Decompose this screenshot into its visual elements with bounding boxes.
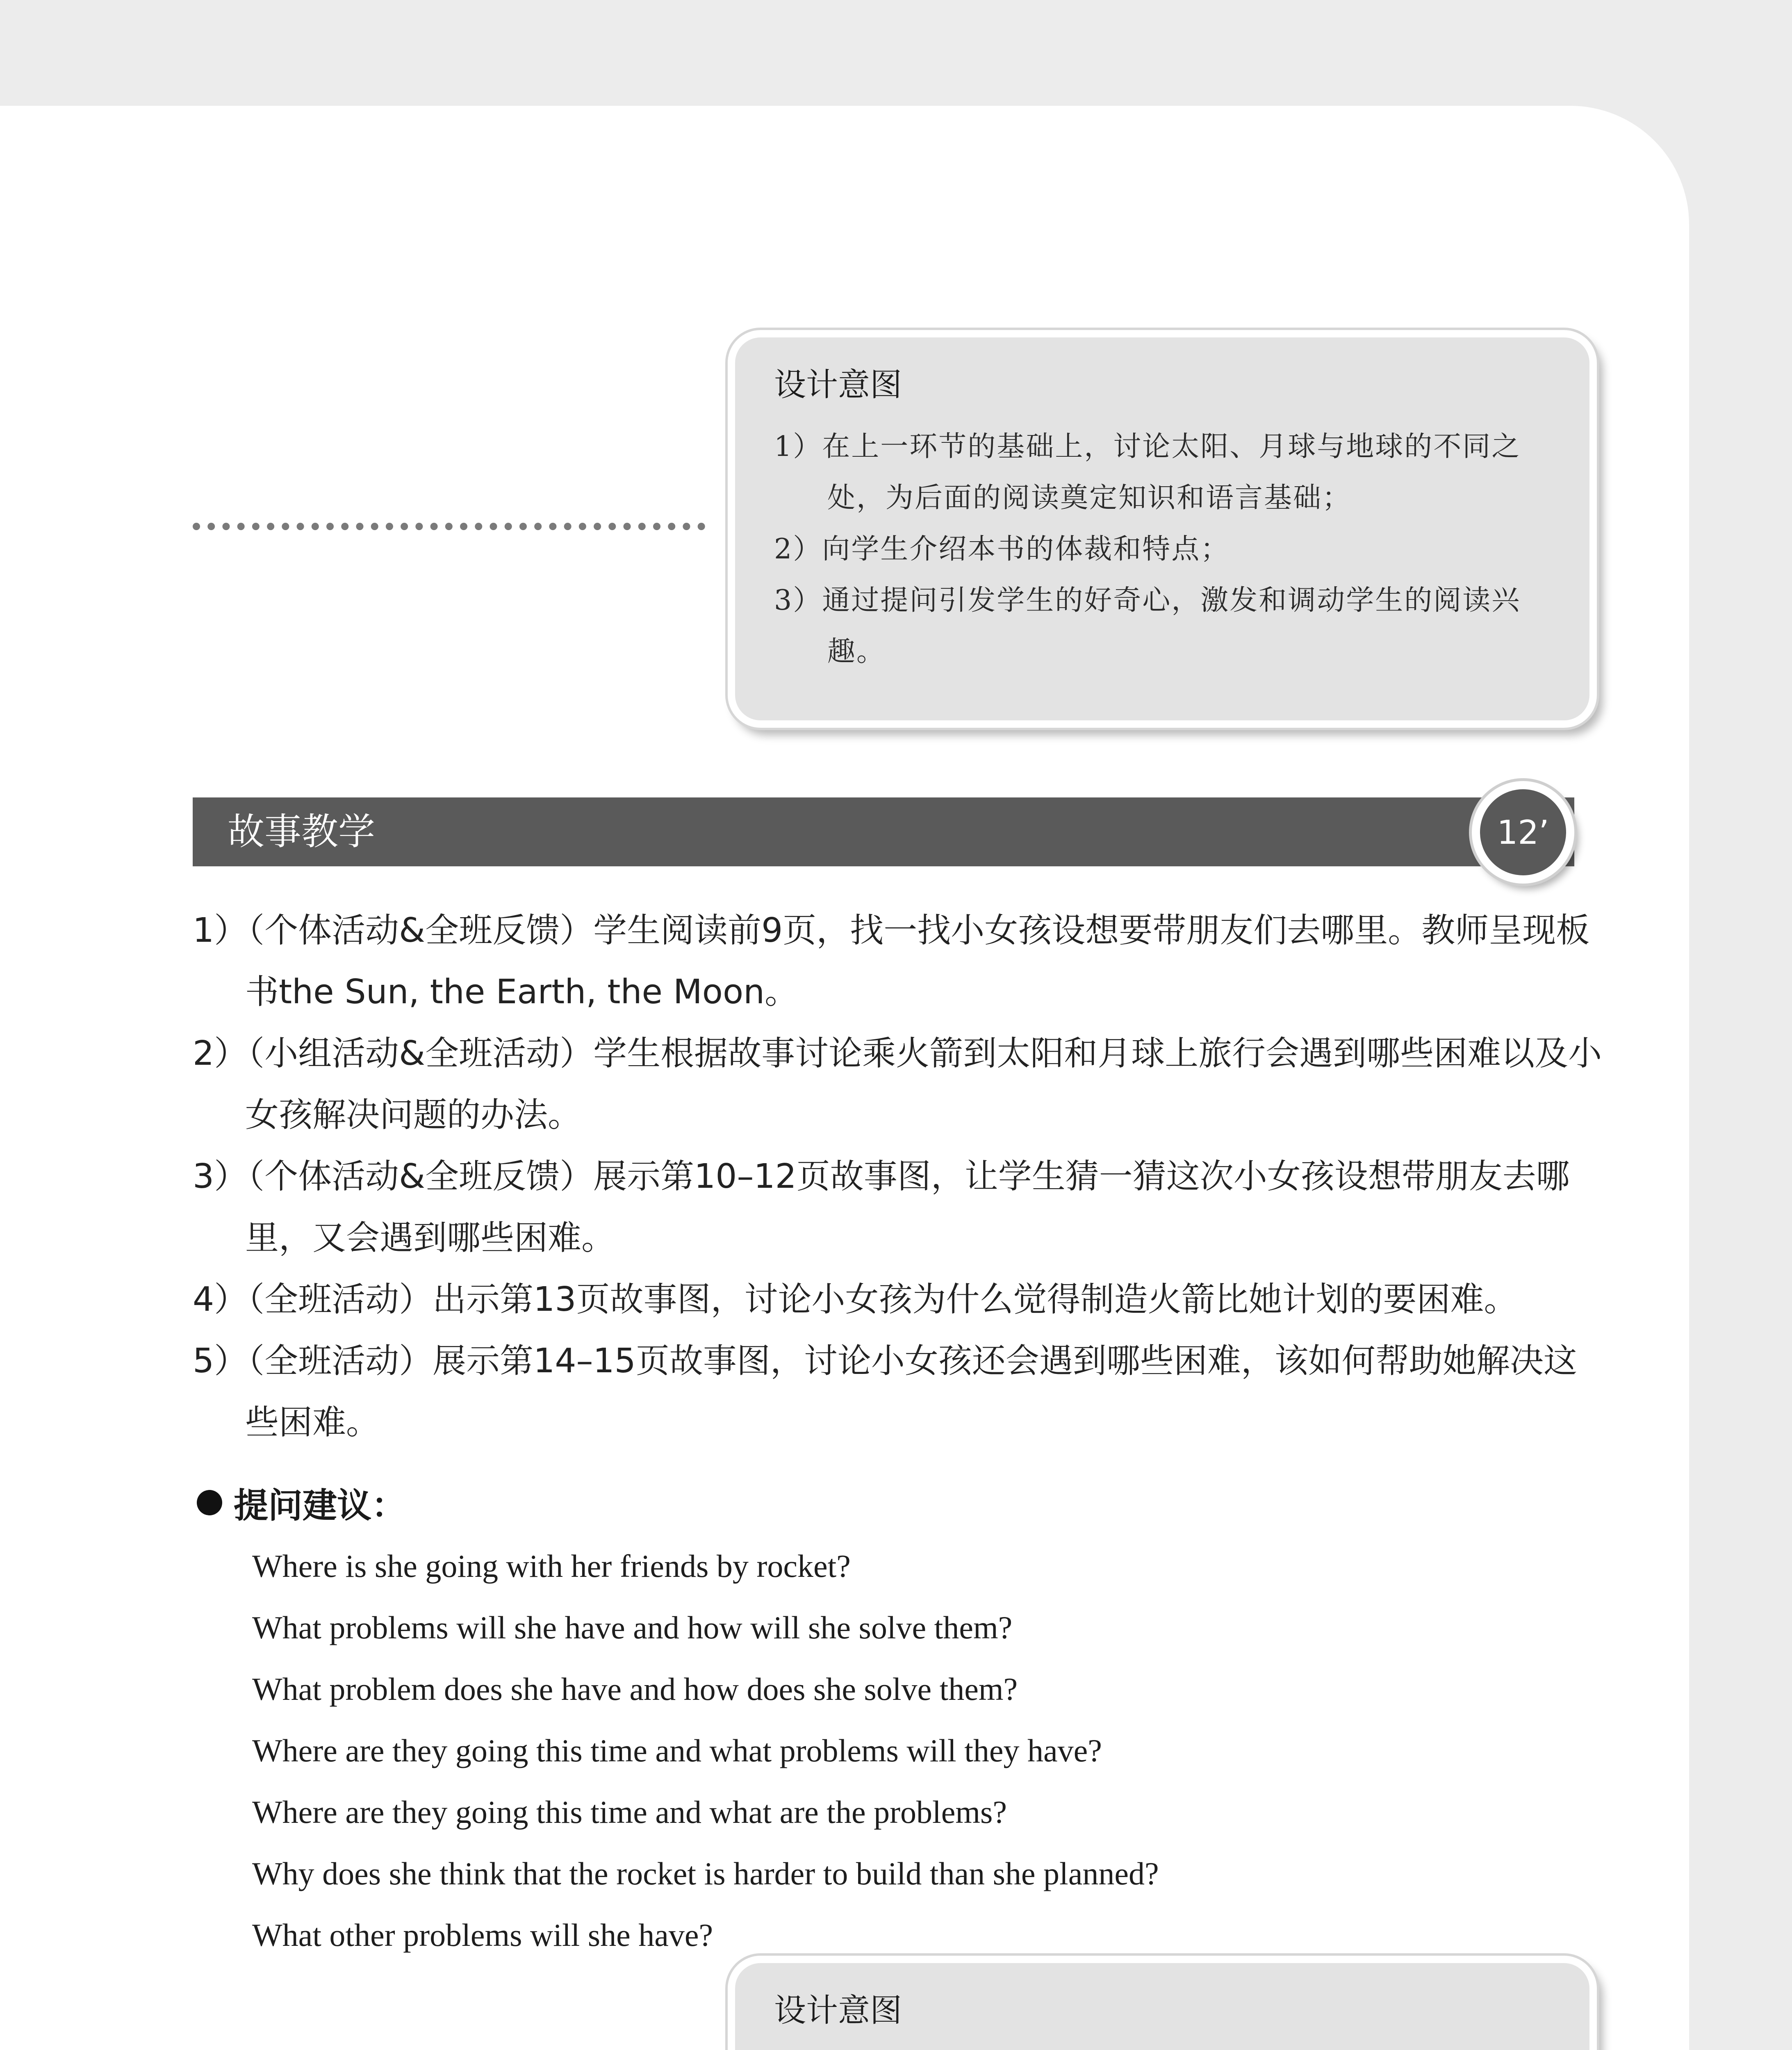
design-intent-title: 设计意图 <box>774 367 902 403</box>
question-item: Where is she going with her friends by rocket? <box>252 1548 851 1584</box>
design-intent-item: 3）通过提问引发学生的好奇心，激发和调动学生的阅读兴趣。 <box>774 584 1521 668</box>
question-list <box>252 1535 1605 1966</box>
time-label: 12’ <box>1497 813 1549 852</box>
activity-list <box>193 900 1607 1453</box>
activity-item: 5）（全班活动）展示第14–15页故事图，讨论小女孩还会遇到哪些困难，该如何帮助她解决这些困难。 <box>193 1342 1577 1442</box>
design-intent-item: 2）向学生介绍本书的体裁和特点； <box>774 533 1230 565</box>
activity-item: 1）（个体活动&全班反馈）学生阅读前9页，找一找小女孩设想要带朋友们去哪里。教师呈现板书the Sun, the Earth, the Moon。 <box>193 911 1590 1011</box>
design-intent-box-2 <box>728 1956 1597 2050</box>
question-item: Where are they going this time and what problems will they have? <box>252 1733 1102 1768</box>
design-intent-box-1 <box>728 330 1597 728</box>
question-item: What problems will she have and how will she solve them? <box>252 1610 1013 1645</box>
design-intent-item <box>774 2047 1551 2050</box>
section-header <box>193 797 1574 866</box>
design-intent-title: 设计意图 <box>774 1992 902 2029</box>
question-item: What other problems will she have? <box>252 1917 713 1953</box>
section-title: 故事教学 <box>228 810 375 853</box>
activity-item: 3）（个体活动&全班反馈）展示第10–12页故事图，让学生猜一猜这次小女孩设想带朋友去哪里，又会遇到哪些困难。 <box>193 1157 1570 1257</box>
time-badge <box>1472 781 1574 884</box>
question-item: What problem does she have and how does she solve them? <box>252 1671 1018 1707</box>
suggestions-heading <box>197 1476 406 1529</box>
activity-item: 4）（全班活动）出示第13页故事图，讨论小女孩为什么觉得制造火箭比她计划的要困难。 <box>193 1280 1518 1319</box>
question-item: Why does she think that the rocket is harder to build than she planned? <box>252 1856 1159 1891</box>
suggestions-heading-label: 提问建议： <box>234 1485 406 1526</box>
bullet-icon <box>197 1490 222 1515</box>
dotted-leader <box>193 523 705 530</box>
design-intent-item: 1）在上一环节的基础上，讨论太阳、月球与地球的不同之处，为后面的阅读奠定知识和语言基础； <box>774 430 1521 514</box>
question-item: Where are they going this time and what are the problems? <box>252 1794 1007 1830</box>
activity-item: 2）（小组活动&全班活动）学生根据故事讨论乘火箭到太阳和月球上旅行会遇到哪些困难以及小女孩解决问题的办法。 <box>193 1034 1602 1134</box>
